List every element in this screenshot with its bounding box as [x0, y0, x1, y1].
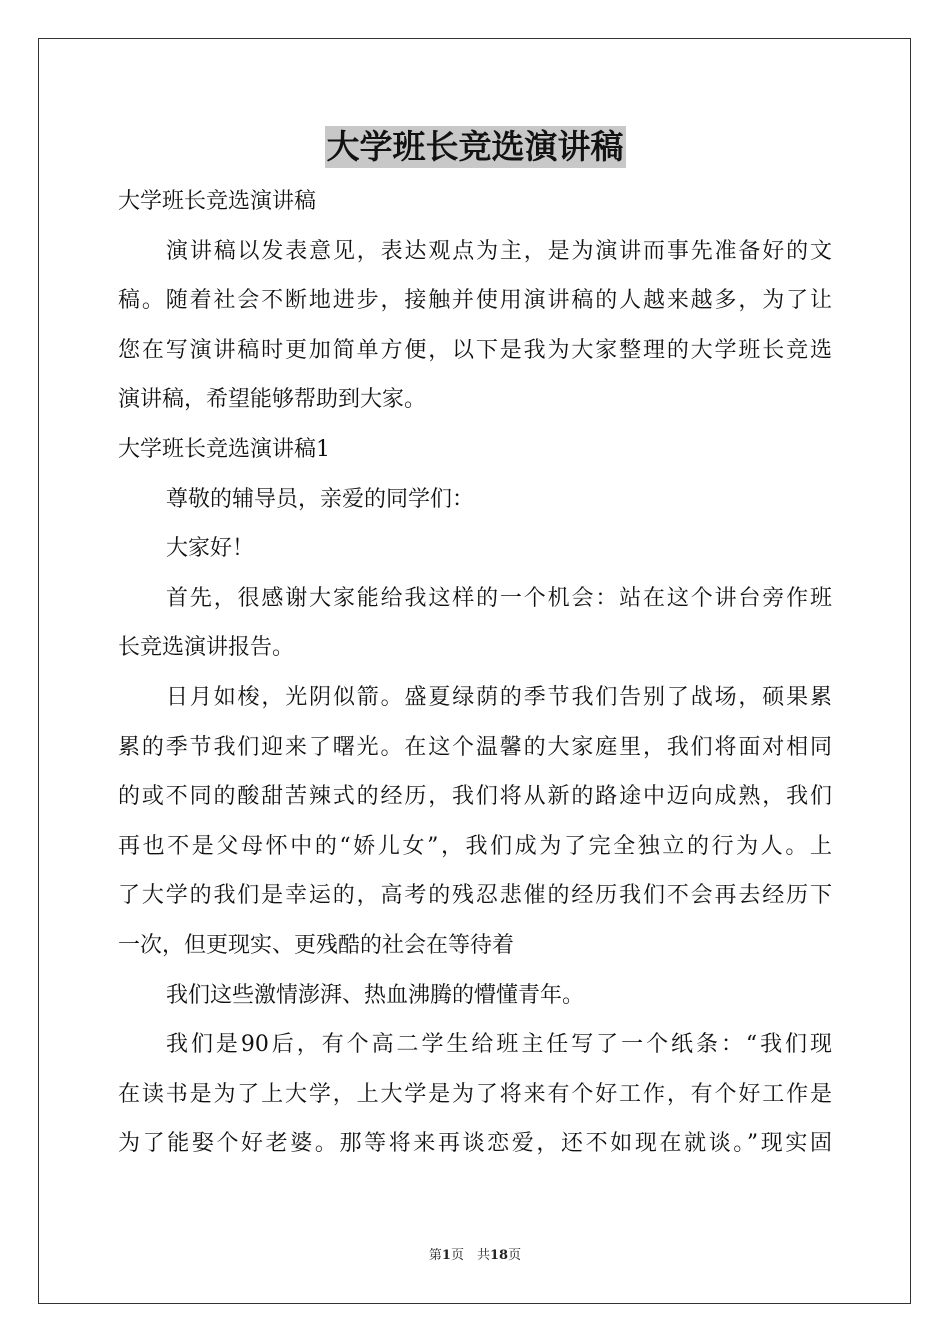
paragraph-line: 大家好！: [166, 536, 255, 562]
title-container: [0, 126, 950, 168]
page-footer: [0, 1244, 950, 1263]
paragraph-line: 一次，但更现实、更残酷的社会在等待着: [118, 932, 515, 958]
section-heading: 大学班长竞选演讲稿: [118, 189, 317, 214]
paragraph-line: 您在写演讲稿时更加简单方便，以下是我为大家整理的大学班长竞选: [118, 337, 832, 363]
paragraph-line: 长竞选演讲报告。: [118, 635, 295, 661]
paragraph-line: 首先，很感谢大家能给我这样的一个机会：站在这个讲台旁作班: [166, 585, 832, 611]
paragraph-line: 尊敬的辅导员，亲爱的同学们：: [166, 486, 475, 512]
paragraph-line: 再也不是父母怀中的“娇儿女”，我们成为了完全独立的行为人。上: [118, 833, 832, 859]
document-title: 大学班长竞选演讲稿: [326, 127, 624, 166]
paragraph-line: 演讲稿以发表意见，表达观点为主，是为演讲而事先准备好的文: [166, 238, 832, 264]
page-number: 1: [441, 1248, 451, 1263]
footer-suffix: 页: [508, 1248, 522, 1263]
document-body: [118, 177, 832, 1169]
section-heading: 大学班长竞选演讲稿1: [118, 436, 330, 462]
page-total: 18: [489, 1248, 509, 1263]
paragraph-line: 稿。随着社会不断地进步，接触并使用演讲稿的人越来越多，为了让: [118, 288, 832, 314]
footer-prefix: 第: [428, 1248, 442, 1263]
footer-mid: 页 共: [450, 1248, 490, 1263]
paragraph-line: 日月如梭，光阴似箭。盛夏绿荫的季节我们告别了战场，硕果累: [166, 684, 832, 710]
paragraph-line: 我们是90后，有个高二学生给班主任写了一个纸条：“我们现: [166, 1032, 832, 1058]
paragraph-line: 为了能娶个好老婆。那等将来再谈恋爱，还不如现在就谈。”现实固: [118, 1131, 832, 1157]
paragraph-line: 在读书是为了上大学，上大学是为了将来有个好工作，有个好工作是: [118, 1081, 832, 1107]
paragraph-line: 累的季节我们迎来了曙光。在这个温馨的大家庭里，我们将面对相同: [118, 734, 832, 760]
paragraph-line: 我们这些激情澎湃、热血沸腾的懵懂青年。: [166, 982, 585, 1008]
paragraph-line: 演讲稿，希望能够帮助到大家。: [118, 387, 427, 413]
paragraph-line: 的或不同的酸甜苦辣式的经历，我们将从新的路途中迈向成熟，我们: [118, 784, 832, 810]
paragraph-line: 了大学的我们是幸运的，高考的残忍悲催的经历我们不会再去经历下: [118, 883, 832, 909]
